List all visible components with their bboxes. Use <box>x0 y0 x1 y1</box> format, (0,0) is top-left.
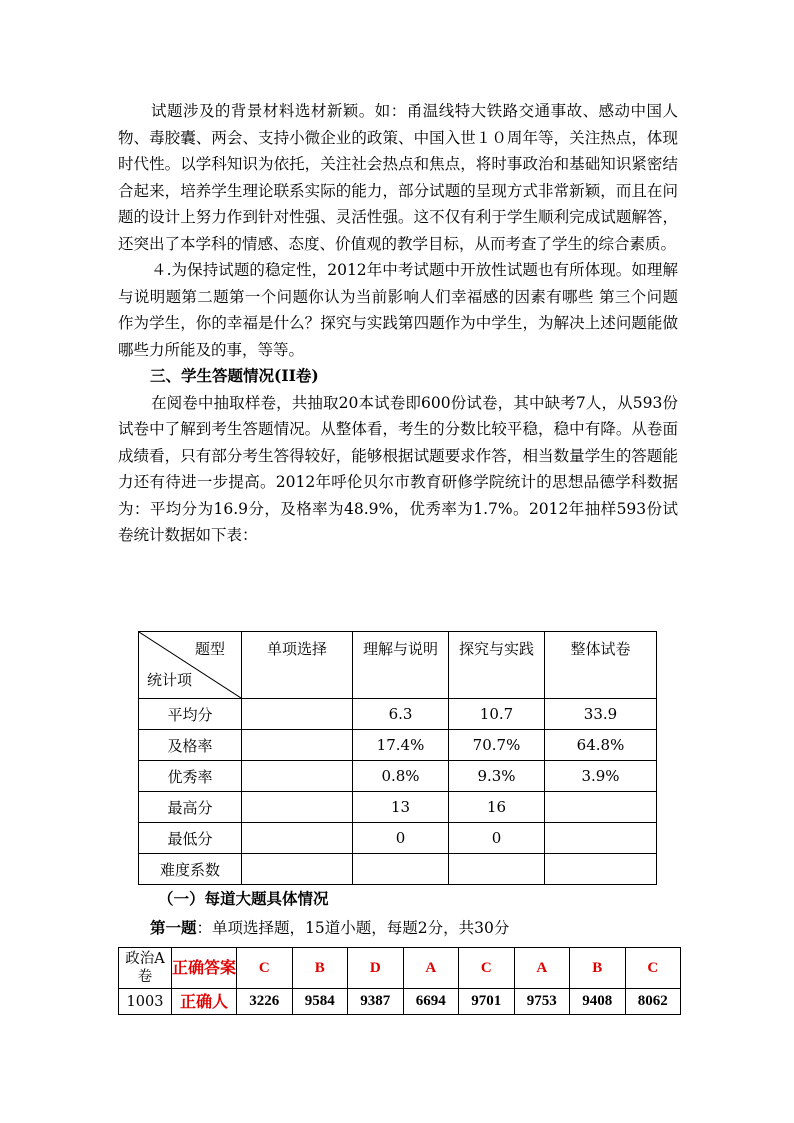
table-row <box>139 699 657 730</box>
table-cell: 0 <box>449 823 545 854</box>
table-cell: 9.3% <box>449 761 545 792</box>
table-cell: 17.4% <box>353 730 449 761</box>
answer-cell: A <box>403 948 459 989</box>
stats-header-row <box>139 632 657 699</box>
column-header: 单项选择 <box>242 632 353 699</box>
subsection-heading: （一）每道大题具体情况 <box>158 889 329 908</box>
statistics-table <box>138 631 657 885</box>
answer-cell: B <box>570 948 626 989</box>
answer-cell: C <box>237 948 293 989</box>
paragraph-point-4: ４.为保持试题的稳定性，2012年中考试题中开放性试题也有所体现。如理解与说明题第二题第一个问题你认为当前影响人们幸福感的因素有哪些 第三个问题作为学生，你的幸福是什么？探究与实践第四题作为中学生，为解决上述问题能做哪些力所能及的事，等等。 <box>118 261 678 359</box>
table-row <box>139 730 657 761</box>
row-label: 难度系数 <box>139 854 242 885</box>
count-cell: 3226 <box>237 989 293 1015</box>
table-cell <box>242 730 353 761</box>
table-row <box>139 823 657 854</box>
table-cell: 16 <box>449 792 545 823</box>
table-cell <box>242 761 353 792</box>
table-cell: 33.9 <box>545 699 657 730</box>
paragraph-sampling: 在阅卷中抽取样卷，共抽取20本试卷即600份试卷，其中缺考7人，从593份试卷中了解到考生答题情况。从整体看，考生的分数比较平稳，稳中有降。从卷面成绩看，只有部分考生答得较好，能够根据试题要求作答，相当数量学生的答题能力还有待进一步提高。2012年呼伦贝尔市教育研修学院统计的思想品德学科数据为：平均分为16.9分，及格率为48.9%，优秀率为1.7%。2012年抽样593份试卷统计数据如下表： <box>118 393 678 544</box>
table-cell <box>545 792 657 823</box>
table-cell: 13 <box>353 792 449 823</box>
table-cell: 6.3 <box>353 699 449 730</box>
count-cell: 9408 <box>570 989 626 1015</box>
answer-cell: A <box>514 948 570 989</box>
column-header: 理解与说明 <box>353 632 449 699</box>
table-cell <box>353 854 449 885</box>
table-row <box>139 854 657 885</box>
header-question-type: 题型 <box>194 640 225 658</box>
table-cell <box>242 823 353 854</box>
row-label: 优秀率 <box>139 761 242 792</box>
table-cell <box>449 854 545 885</box>
correct-answer-label: 正确答案 <box>172 948 237 989</box>
table-cell: 64.8% <box>545 730 657 761</box>
document-body <box>118 98 678 549</box>
question-1-label: 第一题 <box>150 917 197 937</box>
question-1-description <box>118 915 678 941</box>
diagonal-header-cell <box>139 632 242 699</box>
question-1-text: ：单项选择题，15道小题，每题2分，共30分 <box>196 918 510 937</box>
table-cell <box>242 854 353 885</box>
header-stat-item: 统计项 <box>147 671 193 689</box>
answer-cell: C <box>459 948 515 989</box>
row-label: 最高分 <box>139 792 242 823</box>
table-cell: 70.7% <box>449 730 545 761</box>
column-header: 探究与实践 <box>449 632 545 699</box>
table-cell <box>545 854 657 885</box>
column-header: 整体试卷 <box>545 632 657 699</box>
table-cell <box>242 792 353 823</box>
table-cell: 0.8% <box>353 761 449 792</box>
paragraph-background: 试题涉及的背景材料选材新颖。如：甬温线特大铁路交通事故、感动中国人物、毒胶囊、两会、支持小微企业的政策、中国入世１０周年等，关注热点，体现时代性。以学科知识为依托，关注社会热点和焦点，将时事政治和基础知识紧密结合起来，培养学生理论联系实际的能力，部分试题的呈现方式非常新颖，而且在问题的设计上努力作到针对性强、灵活性强。这不仅有利于学生顺利完成试题解答，还突出了本学科的情感、态度、价值观的教学目标，从而考查了学生的综合素质。 <box>118 102 678 253</box>
count-cell: 9753 <box>514 989 570 1015</box>
table-cell: 0 <box>353 823 449 854</box>
count-cell: 8062 <box>625 989 681 1015</box>
row-label: 及格率 <box>139 730 242 761</box>
count-row <box>119 989 681 1015</box>
table-row <box>139 792 657 823</box>
subsection-block <box>118 886 678 941</box>
answer-cell: B <box>292 948 348 989</box>
answer-cell: C <box>625 948 681 989</box>
count-cell: 9387 <box>348 989 404 1015</box>
table-row <box>139 761 657 792</box>
count-cell: 9584 <box>292 989 348 1015</box>
table-cell: 10.7 <box>449 699 545 730</box>
row-label: 最低分 <box>139 823 242 854</box>
table-cell <box>545 823 657 854</box>
paper-code: 1003 <box>119 989 172 1015</box>
paper-label: 政治A卷 <box>119 948 172 989</box>
table-cell <box>242 699 353 730</box>
row-label: 平均分 <box>139 699 242 730</box>
answer-cell: D <box>348 948 404 989</box>
correct-count-label: 正确人 <box>172 989 237 1015</box>
count-cell: 9701 <box>459 989 515 1015</box>
answer-row <box>119 948 681 989</box>
answer-table <box>118 947 681 1015</box>
count-cell: 6694 <box>403 989 459 1015</box>
section-heading-student-answers: 三、学生答题情况(II卷) <box>150 366 319 385</box>
table-cell: 3.9% <box>545 761 657 792</box>
